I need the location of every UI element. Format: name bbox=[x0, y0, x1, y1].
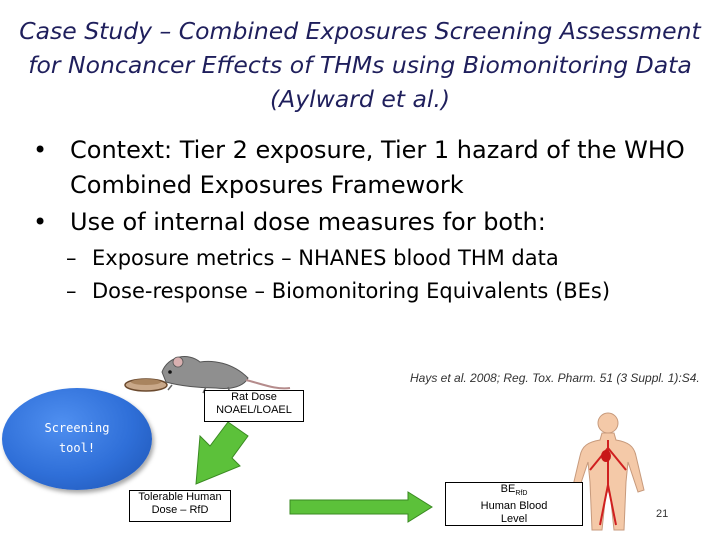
level-label: Level bbox=[500, 513, 528, 526]
tolerable-human-dose-box bbox=[129, 490, 231, 522]
sub-bullet-text: Exposure metrics – NHANES blood THM data bbox=[92, 246, 559, 270]
title-line: (Aylward et al.) bbox=[269, 85, 451, 113]
bullet-marker: • bbox=[33, 208, 48, 236]
page-number: 21 bbox=[656, 508, 669, 520]
noael-loael-label: NOAEL/LOAEL bbox=[216, 404, 292, 416]
bullet-marker: • bbox=[33, 136, 48, 164]
sub-bullet-marker: – bbox=[66, 279, 77, 303]
sub-bullet-text: Dose-response – Biomonitoring Equivalents (BEs) bbox=[92, 279, 611, 303]
title-line: for Noncancer Effects of THMs using Biomonitoring Data bbox=[28, 51, 692, 79]
rat-icon bbox=[125, 357, 290, 393]
reference-citation: Hays et al. 2008; Reg. Tox. Pharm. 51 (3 Suppl. 1):S4. bbox=[410, 371, 700, 385]
screening-label: Screening bbox=[44, 421, 110, 435]
tolerable-human-label: Tolerable Human bbox=[138, 491, 222, 503]
dose-rfd-label: Dose – RfD bbox=[151, 504, 209, 516]
arrow-down-icon bbox=[196, 422, 248, 484]
be-human-blood-box bbox=[445, 482, 583, 526]
bullet-text: Context: Tier 2 exposure, Tier 1 hazard of the WHO Combined Exposures Framework bbox=[70, 136, 685, 199]
rfd-subscript: RfD bbox=[515, 490, 528, 498]
screening-tool-oval bbox=[2, 388, 152, 490]
bullet-text: Use of internal dose measures for both: bbox=[70, 208, 546, 236]
rat-dose-box bbox=[204, 390, 304, 422]
human-blood-label: Human Blood bbox=[480, 500, 548, 513]
rat-dose-label: Rat Dose bbox=[231, 391, 277, 403]
tool-label: tool! bbox=[58, 441, 96, 455]
be-label: BE bbox=[500, 483, 516, 495]
title-line: Case Study – Combined Exposures Screening Assessment bbox=[19, 17, 701, 45]
sub-bullet-marker: – bbox=[66, 246, 77, 270]
arrow-right-icon bbox=[290, 492, 432, 522]
